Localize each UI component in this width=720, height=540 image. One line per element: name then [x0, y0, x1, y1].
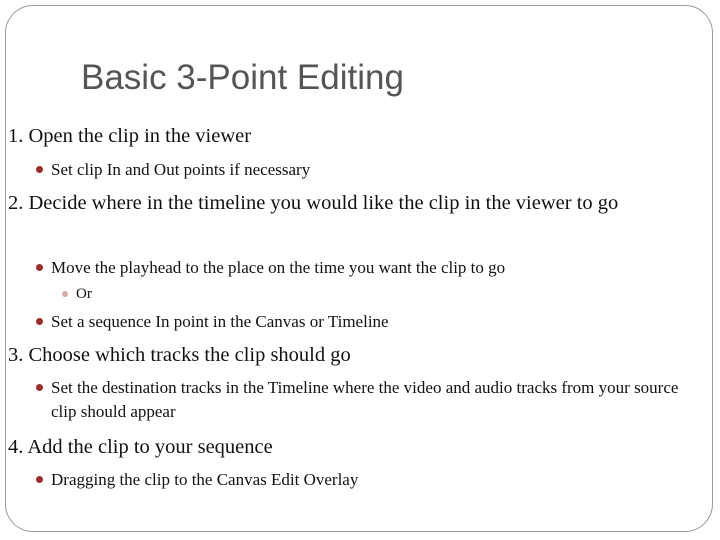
- bullet-icon: [36, 476, 43, 483]
- list-item-sub: [51, 310, 711, 334]
- list-item-step-3: 3. Choose which tracks the clip should go: [8, 344, 351, 366]
- list-item-step-2: 2. Decide where in the timeline you would like the clip in the viewer to go: [8, 192, 619, 214]
- list-item-text: Set a sequence In point in the Canvas or Timeline: [51, 312, 389, 331]
- list-item-step-4: 4. Add the clip to your sequence: [8, 436, 273, 458]
- bullet-icon: [36, 384, 43, 391]
- list-item-text: Set the destination tracks in the Timeline where the video and audio tracks from your source clip should appear: [51, 378, 679, 421]
- list-item-sub: [51, 468, 711, 492]
- list-item-subsub: [76, 284, 92, 304]
- list-item-sub: [51, 256, 711, 280]
- list-item-text: Move the playhead to the place on the time you want the clip to go: [51, 258, 506, 277]
- slide-title: Basic 3-Point Editing: [81, 58, 404, 97]
- bullet-icon: [36, 264, 43, 271]
- bullet-icon: [36, 318, 43, 325]
- bullet-icon: [36, 166, 43, 173]
- list-item-text: Set clip In and Out points if necessary: [51, 160, 311, 179]
- list-item-text: Dragging the clip to the Canvas Edit Overlay: [51, 470, 359, 489]
- list-item-text: Or: [76, 286, 92, 302]
- bullet-icon: [62, 291, 68, 297]
- list-item-sub: [51, 376, 701, 424]
- list-item-step-1: 1. Open the clip in the viewer: [8, 125, 252, 147]
- list-item-sub: [51, 158, 711, 182]
